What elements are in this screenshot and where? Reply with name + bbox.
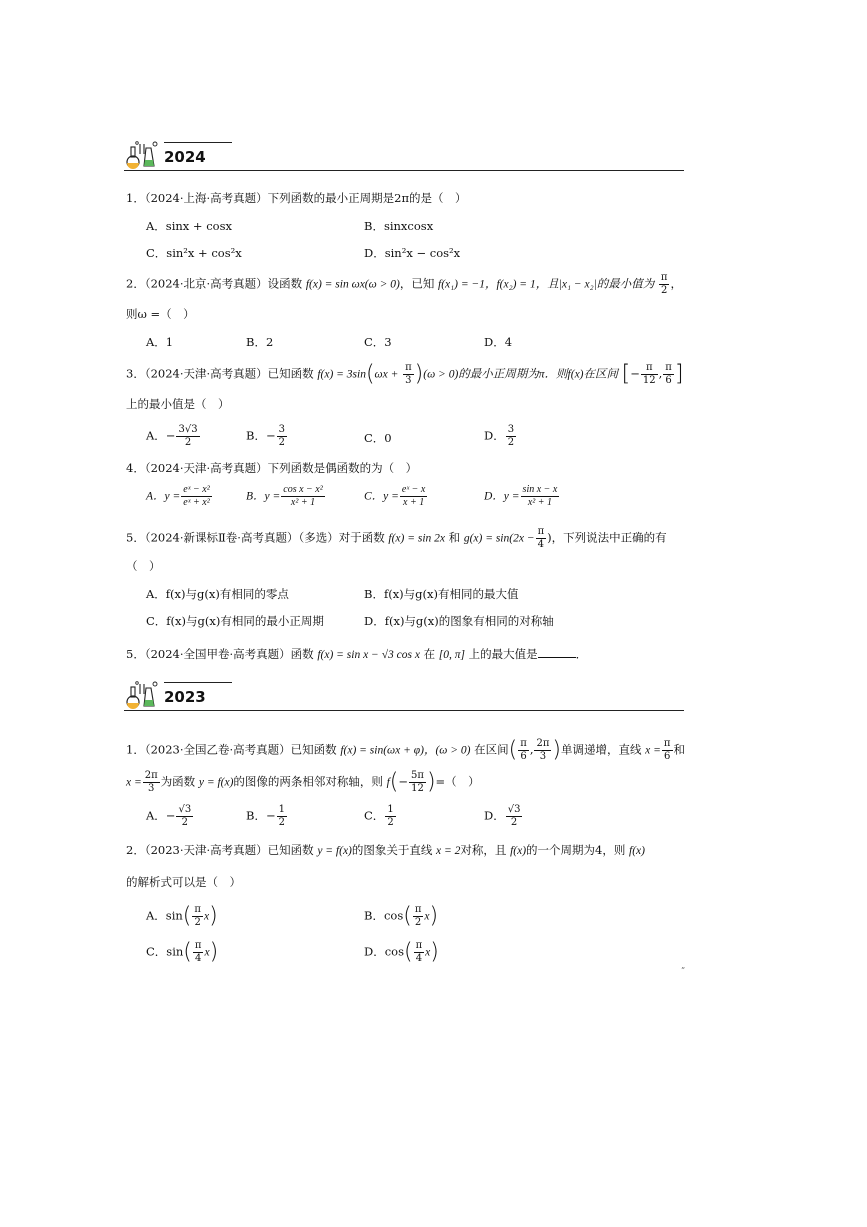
question-2-2023-stem-line2: 的解析式可以是（ ） [126,875,241,889]
lab-flask-icon [124,138,162,172]
question-1-2023-stem-line2: x = $\frac{2\pi}{3}$ 为函数 y = f(x)的图像的两条相邻对称轴，则 f(− $\frac{5\pi}{12}$ )=（ ） [126,769,480,795]
section-header-2024 [124,138,684,174]
q3-option-a: A．− $\frac{3√3}{2}$ [146,424,198,448]
q2-option-c: C．3 [364,335,392,349]
section-year: 2024 [164,148,206,166]
q2-option-d: D．4 [484,335,513,349]
q1-option-d: D．sin²x − cos²x [364,246,461,260]
q1-2023-option-c: C． $\frac{1}{2}$ [364,804,394,828]
fraction: $\frac{\pi}{12}$ [642,362,656,386]
q1-option-b: B．sinxcosx [364,219,434,233]
q1-2023-option-d: D． $\frac{√3}{2}$ [484,804,521,828]
question-5b-2024-stem: 5．（2024·全国甲卷·高考真题）函数 f(x) = sin x − √3 cos x 在 [0, π] 上的最大值是 ． [126,647,588,661]
q2-option-b: B．2 [246,335,274,349]
question-5-2024-stem: 5．（2024·新课标Ⅱ卷·高考真题）（多选）对于函数 f(x) = sin 2x 和 g(x) = sin(2x − $\frac{\pi}{4}$ )，下列说法中正确的有 [126,526,667,550]
q1-2023-option-a: A．− $\frac{√3}{2}$ [146,804,192,828]
question-3-2024-stem: 3．（2024·天津·高考真题）已知函数 f(x) = 3sin(ωx + $\frac{\pi}{3}$ )(ω > 0)的最小正周期为π．则f(x)在区间 [− $\frac{\pi}{12}$ , $\frac{\pi}{6}$ ] [126,361,684,387]
q4-option-c: C．y = $\frac{\text{eˣ − x}}{x + 1}$ [364,484,426,508]
q2-2023-option-a: A．sin( $\frac{\pi}{2}$ x) [146,903,218,929]
question-5-2024-stem-line2: （ ） [126,559,161,573]
q1-option-c: C．sin²x + cos²x [146,246,242,260]
question-1-2023-stem: 1．（2023·全国乙卷·高考真题）已知函数 f(x) = sin(ωx + φ)，(ω > 0) 在区间( $\frac{\pi}{6}$ , $\frac{2\pi}{3}$ )单调递增，直线 x = $\frac{\pi}{6}$ 和 [126,737,685,763]
section-year: 2023 [164,688,206,706]
q1-2023-option-b: B．− $\frac{1}{2}$ [246,804,285,828]
q2-2023-option-c: C．sin( $\frac{\pi}{4}$ x) [146,939,219,965]
q5-option-b: B．f(x)与g(x)有相同的最大值 [364,587,519,601]
section-header-2023 [124,678,684,714]
q3-option-b: B．− $\frac{3}{2}$ [246,424,285,448]
q2-option-a: A．1 [146,335,174,349]
fraction: $\frac{\pi}{2}$ [660,272,668,296]
fraction: $\frac{\pi}{6}$ [665,362,672,386]
q5-option-c: C．f(x)与g(x)有相同的最小正周期 [146,614,324,628]
q3-option-c: C．0 [364,431,392,445]
q2-2023-option-d: D．cos( $\frac{\pi}{4}$ x) [364,939,439,965]
question-3-2024-stem-line2: 上的最小值是（ ） [126,397,230,411]
q1-option-a: A．sinx + cosx [146,219,232,233]
fraction: $\frac{\pi}{4}$ [537,526,545,550]
q4-option-a: A．y = $\frac{\text{eˣ − x²}}{\text{eˣ + x²}}$ [146,484,210,508]
q5-option-d: D．f(x)与g(x)的图象有相同的对称轴 [364,614,554,628]
fraction: $\frac{\pi}{3}$ [405,362,412,386]
q4-option-d: D．y = $\frac{\text{sin x − x}}{\text{x² + 1}}$ [484,484,558,508]
page-mark: ” [681,966,686,975]
question-2-2024-stem-line2: 则ω =（ ） [126,307,195,321]
q3-option-d: D． $\frac{3}{2}$ [484,424,515,448]
question-2-2023-stem: 2．（2023·天津·高考真题）已知函数 y = f(x)的图象关于直线 x = 2对称，且 f(x)的一个周期为4，则 f(x) [126,843,645,857]
question-2-2024-stem: 2．（2024·北京·高考真题）设函数 f(x) = sin ωx(ω > 0)，已知 f(x₁) = −1，f(x₂) = 1，且|x₁ − x₂|的最小值为 $\frac{\pi}{2}$ ， [126,272,682,296]
q5-option-a: A．f(x)与g(x)有相同的零点 [146,587,289,601]
q2-2023-option-b: B．cos( $\frac{\pi}{2}$ x) [364,903,439,929]
lab-flask-icon [124,678,162,712]
q4-option-b: B．y = $\frac{\text{cos x − x²}}{\text{x² + 1}}$ [246,484,323,508]
question-4-2024-stem: 4．（2024·天津·高考真题）下列函数是偶函数的为（ ） [126,461,418,475]
answer-blank [538,657,576,658]
question-1-2024-stem: 1．（2024·上海·高考真题）下列函数的最小正周期是2π的是（ ） [126,191,467,205]
